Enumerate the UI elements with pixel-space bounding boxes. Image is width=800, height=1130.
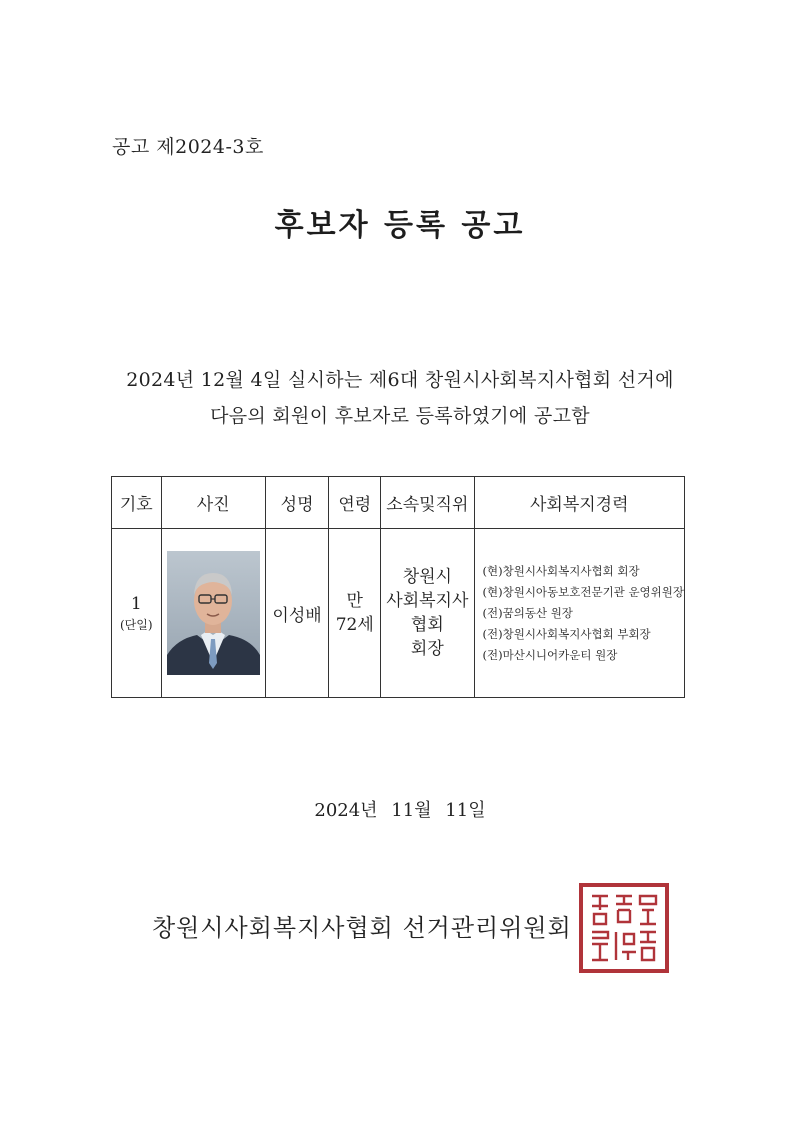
cell-affiliation: [381, 529, 474, 698]
age-value: 72세: [335, 615, 374, 635]
committee-name: 창원시사회복지사협회 선거관리위원회: [152, 914, 572, 942]
official-seal-stamp: [578, 882, 670, 974]
notice-date: 2024년 11월 11일: [314, 800, 486, 821]
intro-text: [0, 362, 800, 434]
page-title: 후보자 등록 공고: [274, 208, 526, 243]
affiliation-line-1: 창원시: [402, 567, 452, 587]
cell-name: 이성배: [265, 529, 329, 698]
symbol-number: 1: [130, 593, 142, 614]
career-item: (현)창원시사회복지사협회 회장: [482, 563, 640, 578]
header-name: 성명: [265, 477, 329, 529]
table-row: [112, 529, 685, 698]
symbol-note: (단일): [120, 617, 153, 632]
table-header-row: [112, 477, 685, 529]
career-item: (전)꿈의동산 원장: [482, 605, 573, 620]
cell-photo: [161, 529, 265, 698]
header-career: 사회복지경력: [474, 477, 684, 529]
affiliation-line-2: 사회복지사: [386, 591, 469, 611]
affiliation-line-3: 협회: [410, 615, 444, 635]
candidate-table: [111, 476, 685, 698]
intro-line-1: 2024년 12월 4일 실시하는 제6대 창원시사회복지사협회 선거에: [126, 369, 674, 391]
cell-symbol: [112, 529, 162, 698]
header-age: 연령: [329, 477, 381, 529]
notice-number: 공고 제2024-3호: [112, 136, 264, 158]
intro-line-2: 다음의 회원이 후보자로 등록하였기에 공고함: [210, 405, 590, 427]
affiliation-line-4: 회장: [410, 639, 444, 659]
career-item: (현)창원시아동보호전문기관 운영위원장: [482, 584, 684, 599]
header-photo: 사진: [161, 477, 265, 529]
header-affiliation: 소속및직위: [381, 477, 474, 529]
candidate-photo: [167, 551, 260, 675]
age-prefix: 만: [346, 591, 363, 611]
header-symbol: 기호: [112, 477, 162, 529]
cell-career: [474, 529, 684, 698]
cell-age: [329, 529, 381, 698]
portrait-image: [167, 551, 260, 675]
career-item: (전)창원시사회복지사협회 부회장: [482, 626, 651, 641]
career-item: (전)마산시니어카운티 원장: [482, 647, 618, 662]
